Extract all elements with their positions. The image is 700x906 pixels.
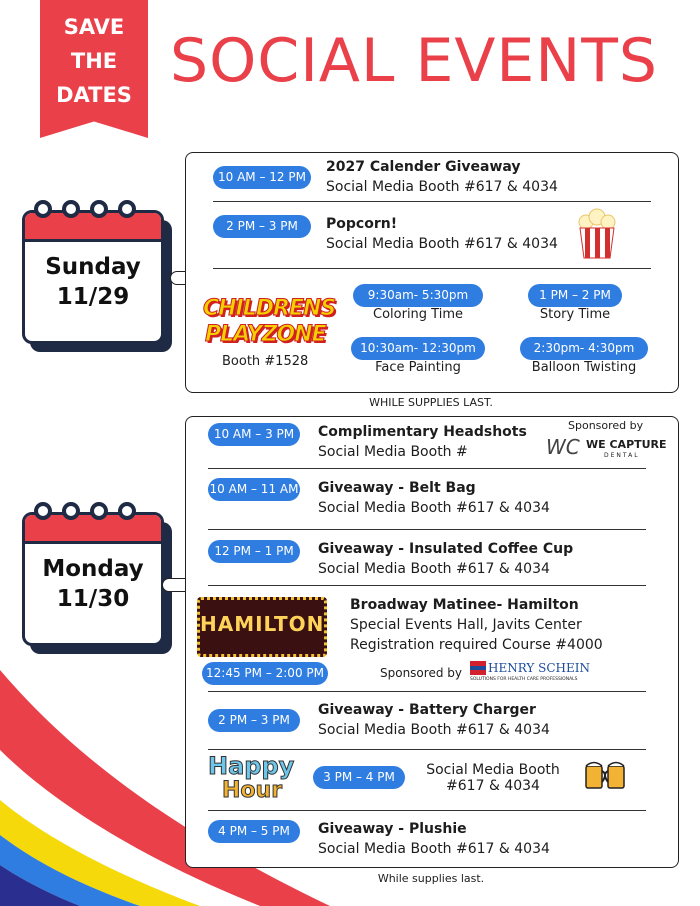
hamilton-marquee [197, 597, 327, 657]
save-the-dates-text [40, 10, 148, 112]
event-time-pill: 12:45 PM – 2:00 PM [202, 662, 328, 685]
monday-calendar [22, 512, 164, 646]
activity-time-pill: 2:30pm- 4:30pm [520, 337, 648, 360]
divider [208, 691, 646, 692]
monday-date-label: 11/30 [56, 586, 130, 612]
divider [213, 268, 651, 269]
event-registration: Registration required Course #4000 [350, 637, 603, 653]
happy-hour-logo-line1: Happy [208, 752, 295, 780]
activity-time-pill: 10:30am- 12:30pm [351, 337, 485, 360]
monday-note: While supplies last. [377, 872, 485, 885]
calendar-ring-icon [34, 502, 52, 520]
activity-time-pill: 1 PM – 2 PM [528, 284, 622, 307]
calendar-ring-icon [62, 200, 80, 218]
event-location: Social Media Booth #617 & 4034 [318, 722, 550, 738]
divider [208, 468, 646, 469]
event-title: Giveaway - Plushie [318, 821, 467, 837]
playzone-booth: Booth #1528 [222, 354, 309, 369]
event-time-pill: 4 PM – 5 PM [208, 820, 300, 843]
event-title: Popcorn! [326, 216, 398, 232]
calendar-ring-icon [118, 502, 136, 520]
event-time-pill: 10 AM – 12 PM [213, 166, 311, 189]
event-title: Giveaway - Battery Charger [318, 702, 536, 718]
ribbon-line-1: SAVE [63, 15, 125, 39]
calendar-ring-icon [118, 200, 136, 218]
event-title: Broadway Matinee- Hamilton [350, 597, 579, 613]
henry-schein-logo-name: HENRY SCHEIN [488, 661, 590, 675]
event-location: Social Media Booth # [318, 444, 468, 460]
happy-hour-logo-line2: Hour [222, 778, 283, 803]
divider [208, 529, 646, 530]
event-time-pill: 2 PM – 3 PM [208, 709, 300, 732]
activity-name: Story Time [539, 307, 611, 322]
calendar-ring-icon [90, 200, 108, 218]
page-title: SOCIAL EVENTS [170, 26, 658, 96]
activity-name: Balloon Twisting [531, 360, 637, 375]
monday-day-label: Monday [42, 556, 144, 582]
event-location: Social Media Booth #617 & 4034 [318, 500, 550, 516]
event-location-line2: #617 & 4034 [446, 778, 540, 794]
event-title: Complimentary Headshots [318, 424, 527, 440]
we-capture-logo-sub: DENTAL [604, 452, 640, 459]
event-time-pill: 10 AM – 11 AM [208, 478, 300, 501]
activity-time-pill: 9:30am- 5:30pm [353, 284, 483, 307]
activity-name: Coloring Time [373, 307, 463, 322]
childrens-playzone-logo-line2: PLAYZONE [205, 322, 326, 347]
event-time-pill: 10 AM – 3 PM [208, 423, 300, 446]
event-title: Giveaway - Belt Bag [318, 480, 476, 496]
we-capture-logo-mark: WC [546, 435, 580, 459]
calendar-ring-icon [62, 502, 80, 520]
divider [208, 749, 646, 750]
we-capture-logo-name: WE CAPTURE [586, 438, 667, 451]
sunday-calendar [22, 210, 164, 344]
hamilton-marquee-text: HAMILTON [200, 612, 325, 636]
sunday-day-label: Sunday [45, 254, 141, 280]
ribbon-line-3: DATES [56, 83, 132, 107]
event-location-line1: Social Media Booth [426, 762, 560, 778]
ribbon-line-2: THE [70, 49, 118, 73]
event-location: Social Media Booth #617 & 4034 [318, 561, 550, 577]
event-location: Special Events Hall, Javits Center [350, 617, 582, 633]
event-location: Social Media Booth #617 & 4034 [326, 179, 558, 195]
childrens-playzone-logo-line1: CHILDRENS [203, 296, 336, 321]
henry-schein-logo-icon [470, 661, 486, 675]
henry-schein-logo-sub: SOLUTIONS FOR HEALTH CARE PROFESSIONALS [470, 677, 578, 682]
divider [208, 585, 646, 586]
divider [213, 201, 651, 202]
event-time-pill: 2 PM – 3 PM [213, 215, 311, 238]
popcorn-icon [576, 208, 618, 260]
event-time-pill: 3 PM – 4 PM [313, 766, 405, 789]
beer-mugs-icon [583, 756, 629, 792]
event-title: 2027 Calender Giveaway [326, 159, 521, 175]
activity-name: Face Painting [375, 360, 461, 375]
calendar-ring-icon [34, 200, 52, 218]
event-time-pill: 12 PM – 1 PM [208, 540, 300, 563]
calendar-ring-icon [90, 502, 108, 520]
sunday-note: WHILE SUPPLIES LAST. [369, 396, 493, 409]
sponsored-by-label: Sponsored by [568, 419, 644, 432]
sunday-date-label: 11/29 [56, 284, 130, 310]
event-location: Social Media Booth #617 & 4034 [318, 841, 550, 857]
divider [208, 810, 646, 811]
sponsored-by-label: Sponsored by [380, 666, 462, 680]
event-title: Giveaway - Insulated Coffee Cup [318, 541, 574, 557]
event-location: Social Media Booth #617 & 4034 [326, 236, 558, 252]
